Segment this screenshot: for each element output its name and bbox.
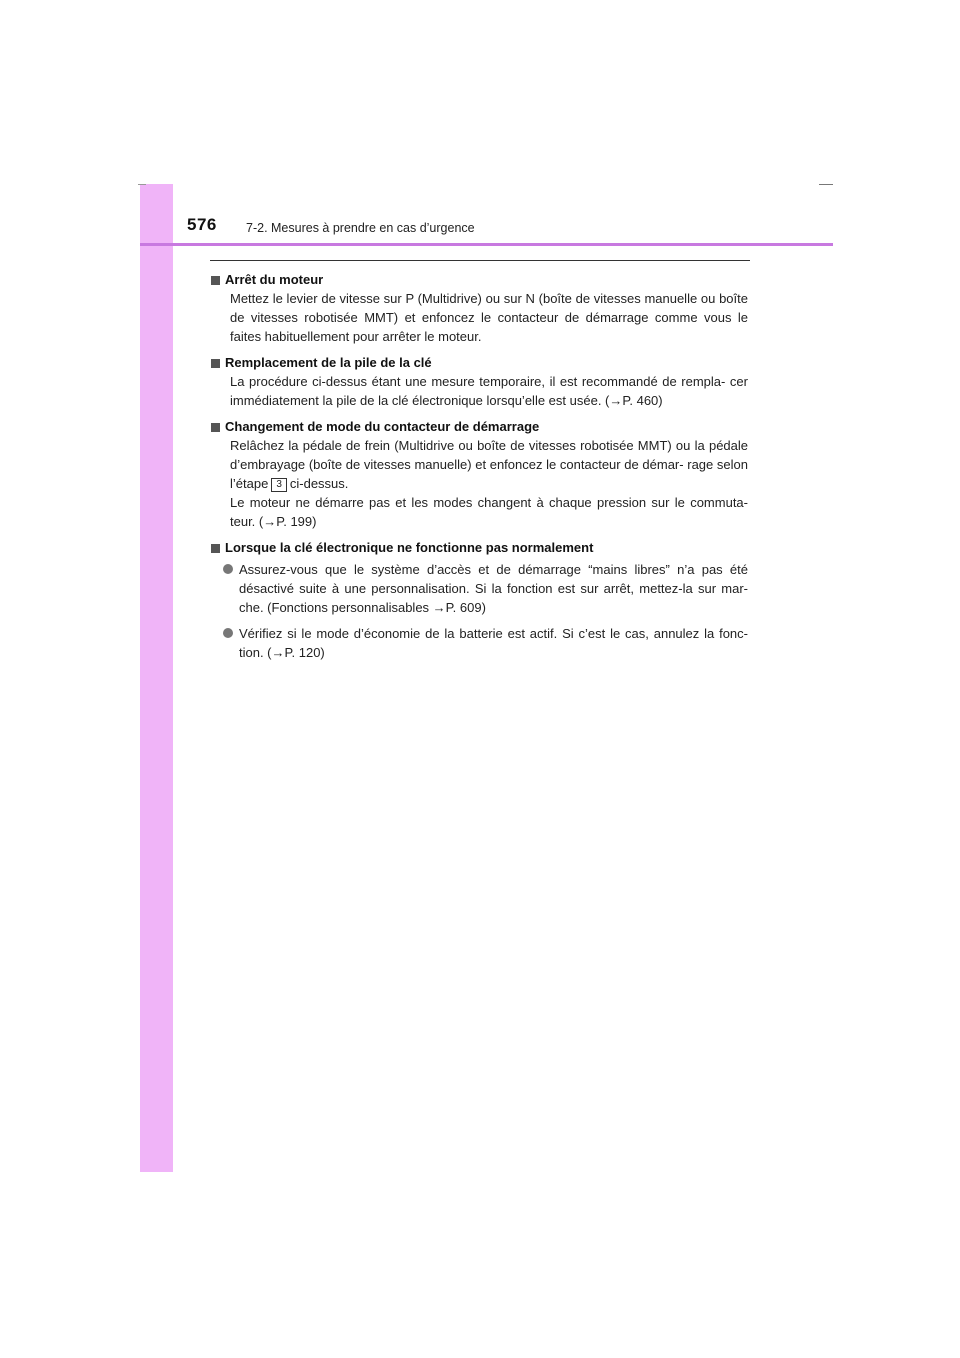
section-text bbox=[211, 436, 748, 493]
header-divider bbox=[140, 243, 833, 246]
section-heading-text: Remplacement de la pile de la clé bbox=[225, 355, 432, 370]
content-rule bbox=[210, 260, 750, 261]
crop-mark-left bbox=[138, 184, 146, 185]
section-heading-text: Lorsque la clé électronique ne fonctionne pas normalement bbox=[225, 540, 594, 555]
section-mode-change bbox=[211, 417, 748, 531]
section-heading bbox=[211, 538, 748, 557]
square-bullet-icon bbox=[211, 544, 220, 553]
section-heading bbox=[211, 417, 748, 436]
section-text: Mettez le levier de vitesse sur P (Multidrive) ou sur N (boîte de vitesses manuelle ou boîte de vitesses robotisée MMT) et enfoncez le contacteur de démarrage comme vous le faites habituellement pour arrêter le moteur. bbox=[230, 291, 748, 344]
section-engine-stop bbox=[211, 270, 748, 346]
page-content bbox=[211, 270, 748, 669]
section-title: 7-2. Mesures à prendre en cas d’urgence bbox=[246, 221, 475, 235]
list-item-text: Vérifiez si le mode d’économie de la batterie est actif. Si c’est le cas, annulez la fonc- tion. (→P. 120) bbox=[239, 626, 748, 660]
list-item-text: Assurez-vous que le système d’accès et de démarrage “mains libres” n’a pas été désactivé suite à une personnalisation. Si la fonction est sur arrêt, mettez-la sur mar- che. (Fonctions personnalisables →P. 609) bbox=[239, 562, 748, 615]
text-before-step: Relâchez la pédale de frein (Multidrive ou boîte de vitesses robotisée MMT) ou la pédale d’embrayage (boîte de vitesses manuelle) et enfoncez le contacteur de démar- rage selon l’étape bbox=[230, 438, 748, 491]
step-number-box: 3 bbox=[271, 478, 287, 492]
square-bullet-icon bbox=[211, 423, 220, 432]
section-battery-replacement bbox=[211, 353, 748, 410]
square-bullet-icon bbox=[211, 359, 220, 368]
section-heading-text: Changement de mode du contacteur de démarrage bbox=[225, 419, 540, 434]
page-number: 576 bbox=[187, 215, 217, 234]
crop-mark bbox=[819, 184, 833, 185]
section-key-malfunction bbox=[211, 538, 748, 662]
section-heading-text: Arrêt du moteur bbox=[225, 272, 324, 287]
text-after-step: ci-dessus. bbox=[289, 476, 349, 491]
round-bullet-icon bbox=[223, 564, 233, 574]
square-bullet-icon bbox=[211, 276, 220, 285]
section-heading bbox=[211, 353, 748, 372]
section-heading bbox=[211, 270, 748, 289]
side-color-band bbox=[140, 184, 173, 1172]
section-text-2: Le moteur ne démarre pas et les modes changent à chaque pression sur le commuta- teur. (→P. 199) bbox=[230, 495, 748, 529]
section-text: La procédure ci-dessus étant une mesure temporaire, il est recommandé de rempla- cer immédiatement la pile de la clé électronique lorsqu’elle est usée. (→P. 460) bbox=[230, 374, 748, 408]
list-item bbox=[211, 624, 748, 662]
list-item bbox=[211, 560, 748, 617]
round-bullet-icon bbox=[223, 628, 233, 638]
